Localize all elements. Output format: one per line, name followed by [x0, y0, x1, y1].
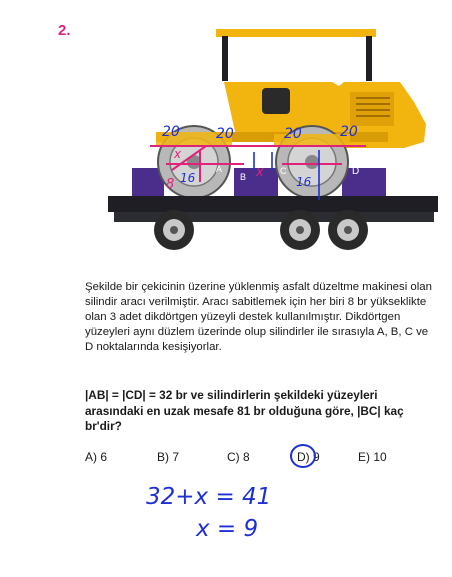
choice-a-letter: A)	[85, 450, 97, 464]
cab-pillar-right	[366, 36, 372, 81]
question-prompt: |AB| = |CD| = 32 br ve silindirlerin şekildeki yüzeyleri arasındaki en uzak mesafe 81 br olduğuna göre, |BC| kaç br'dir?	[85, 388, 404, 433]
answer-choices	[85, 450, 435, 470]
selected-answer-circle	[290, 444, 316, 468]
choice-e-value: 10	[373, 450, 387, 464]
annotation-16-a: 16	[180, 171, 196, 185]
point-label-d: D	[352, 166, 360, 177]
choice-b-letter: B)	[157, 450, 169, 464]
annotation-8: 8	[166, 177, 175, 192]
cab-pillar-left	[222, 36, 228, 81]
annotation-16-b: 16	[296, 175, 312, 189]
operator-seat	[262, 88, 290, 114]
annotation-x-a: x	[174, 147, 182, 161]
annotation-20-a: 20	[162, 124, 180, 140]
question-paragraph: Şekilde bir çekicinin üzerine yüklenmiş asfalt düzeltme makinesi olan silindir aracı verilmiştir. Aracı sabitlemek için her biri 8 br yükseklikte olan 3 adet dikdörtgen yüzeyli destek kullanılmıştır. Dikdörtgen yüzeyleri aynı düzlem üzerinde olup silindirler ile sırasıyla A, B, C ve D noktalarında kesişiyorlar.	[85, 281, 432, 353]
cab-roof	[216, 29, 376, 37]
choice-c-value: 8	[243, 450, 250, 464]
choice-b[interactable]	[157, 450, 179, 464]
point-label-c: C	[280, 166, 287, 176]
choice-a[interactable]	[85, 450, 107, 464]
point-label-a: A	[216, 164, 223, 174]
point-label-b: B	[240, 172, 247, 182]
roller-on-truck-figure	[104, 24, 450, 264]
trailer-deck	[108, 196, 438, 212]
choice-c-letter: C)	[227, 450, 240, 464]
choice-d[interactable]	[297, 450, 320, 464]
choice-b-value: 7	[172, 450, 180, 464]
annotation-20-b: 20	[216, 126, 234, 142]
handwritten-result: x = 9	[196, 516, 259, 542]
choice-a-value: 6	[100, 450, 108, 464]
annotation-20-c: 20	[284, 126, 302, 142]
choice-c[interactable]	[227, 450, 250, 464]
support-block-right	[342, 168, 386, 196]
choice-e-letter: E)	[358, 450, 370, 464]
annotation-20-d: 20	[340, 124, 358, 140]
choice-d-letter: D)	[297, 450, 310, 464]
handwritten-equation: 32+x = 41	[146, 484, 272, 510]
question-number: 2.	[58, 22, 71, 39]
choice-e[interactable]	[358, 450, 387, 464]
annotation-x-b: x	[256, 165, 264, 180]
choice-d-value: 9	[313, 450, 320, 464]
engine-hood	[350, 92, 394, 126]
